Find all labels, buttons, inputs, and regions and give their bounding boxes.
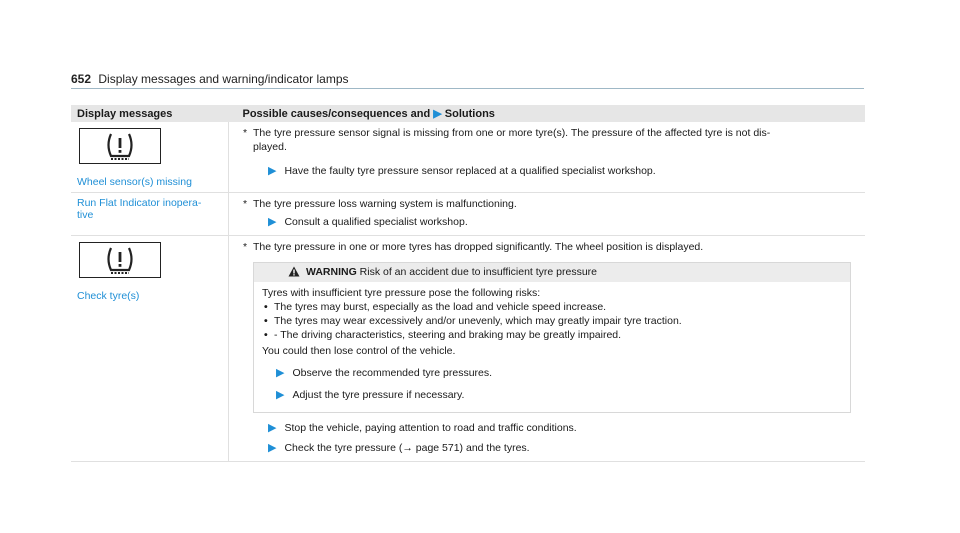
cause-text-cont: played. xyxy=(253,141,287,153)
header-divider xyxy=(71,88,864,89)
blue-triangle-icon: ▶ xyxy=(268,422,277,434)
solution-step: ▶ Consult a qualified specialist workshop. xyxy=(268,216,468,228)
cause-text: * The tyre pressure in one or more tyres has dropped significantly. The wheel position is displayed. xyxy=(243,241,704,253)
table-row xyxy=(71,236,865,462)
cause-text: * The tyre pressure sensor signal is missing from one or more tyre(s). The pressure of the affected tyre is not dis- xyxy=(243,127,771,139)
warning-text: Risk of an accident due to insufficient tyre pressure xyxy=(359,266,598,278)
cause-text: * The tyre pressure loss warning system is malfunctioning. xyxy=(243,198,517,210)
message-label: Run Flat Indicator inopera- xyxy=(77,197,202,209)
warning-body xyxy=(254,282,850,412)
tyre-pressure-warning-icon xyxy=(79,128,161,164)
warning-triangle-icon xyxy=(288,266,300,277)
section-title: Display messages and warning/indicator lamps xyxy=(98,72,349,86)
message-label: Wheel sensor(s) missing xyxy=(77,176,192,188)
list-item: • The tyres may wear excessively and/or unevenly, which may greatly impair tyre traction. xyxy=(262,314,842,328)
message-label: Check tyre(s) xyxy=(77,290,140,302)
warning-step: ▶ Adjust the tyre pressure if necessary. xyxy=(276,389,465,401)
message-cell xyxy=(71,122,229,193)
solution-step: ▶ Stop the vehicle, paying attention to road and traffic conditions. xyxy=(268,422,577,434)
solution-step: ▶ Have the faulty tyre pressure sensor replaced at a qualified specialist workshop. xyxy=(268,165,656,177)
message-label-cont: tive xyxy=(77,209,94,221)
col2-header xyxy=(229,105,866,122)
blue-triangle-icon: ▶ xyxy=(268,165,277,177)
solution-cell xyxy=(229,193,866,236)
blue-triangle-icon: ▶ xyxy=(433,108,442,120)
blue-triangle-icon: ▶ xyxy=(268,442,277,454)
warning-intro: Tyres with insufficient tyre pressure pose the following risks: xyxy=(262,287,541,299)
blue-triangle-icon: ▶ xyxy=(268,216,277,228)
display-messages-table xyxy=(71,105,865,462)
table-row xyxy=(71,193,865,236)
warning-header xyxy=(254,263,850,282)
list-item: • The tyres may burst, especially as the load and vehicle speed increase. xyxy=(262,300,842,314)
blue-triangle-icon: ▶ xyxy=(276,389,285,401)
solution-cell xyxy=(229,122,866,193)
warning-box xyxy=(253,262,851,413)
blue-triangle-icon: ▶ xyxy=(276,367,285,379)
solution-cell xyxy=(229,236,866,462)
page-header xyxy=(71,72,349,86)
table-row xyxy=(71,122,865,193)
warning-title: WARNING xyxy=(306,266,357,278)
warning-note: You could then lose control of the vehicle. xyxy=(262,345,456,357)
message-cell xyxy=(71,193,229,236)
table-header-row xyxy=(71,105,865,122)
page-number: 652 xyxy=(71,72,92,86)
list-item: • - The driving characteristics, steering and braking may be greatly impaired. xyxy=(262,328,842,342)
col1-header: Display messages xyxy=(71,105,229,122)
solution-step: ▶ Check the tyre pressure (→ page 571) and the tyres. xyxy=(268,442,530,454)
message-cell xyxy=(71,236,229,462)
col2-header-solutions: Solutions xyxy=(444,108,495,120)
tyre-pressure-warning-icon xyxy=(79,242,161,278)
warning-step: ▶ Observe the recommended tyre pressures. xyxy=(276,367,493,379)
col2-header-text: Possible causes/consequences and xyxy=(242,108,431,120)
